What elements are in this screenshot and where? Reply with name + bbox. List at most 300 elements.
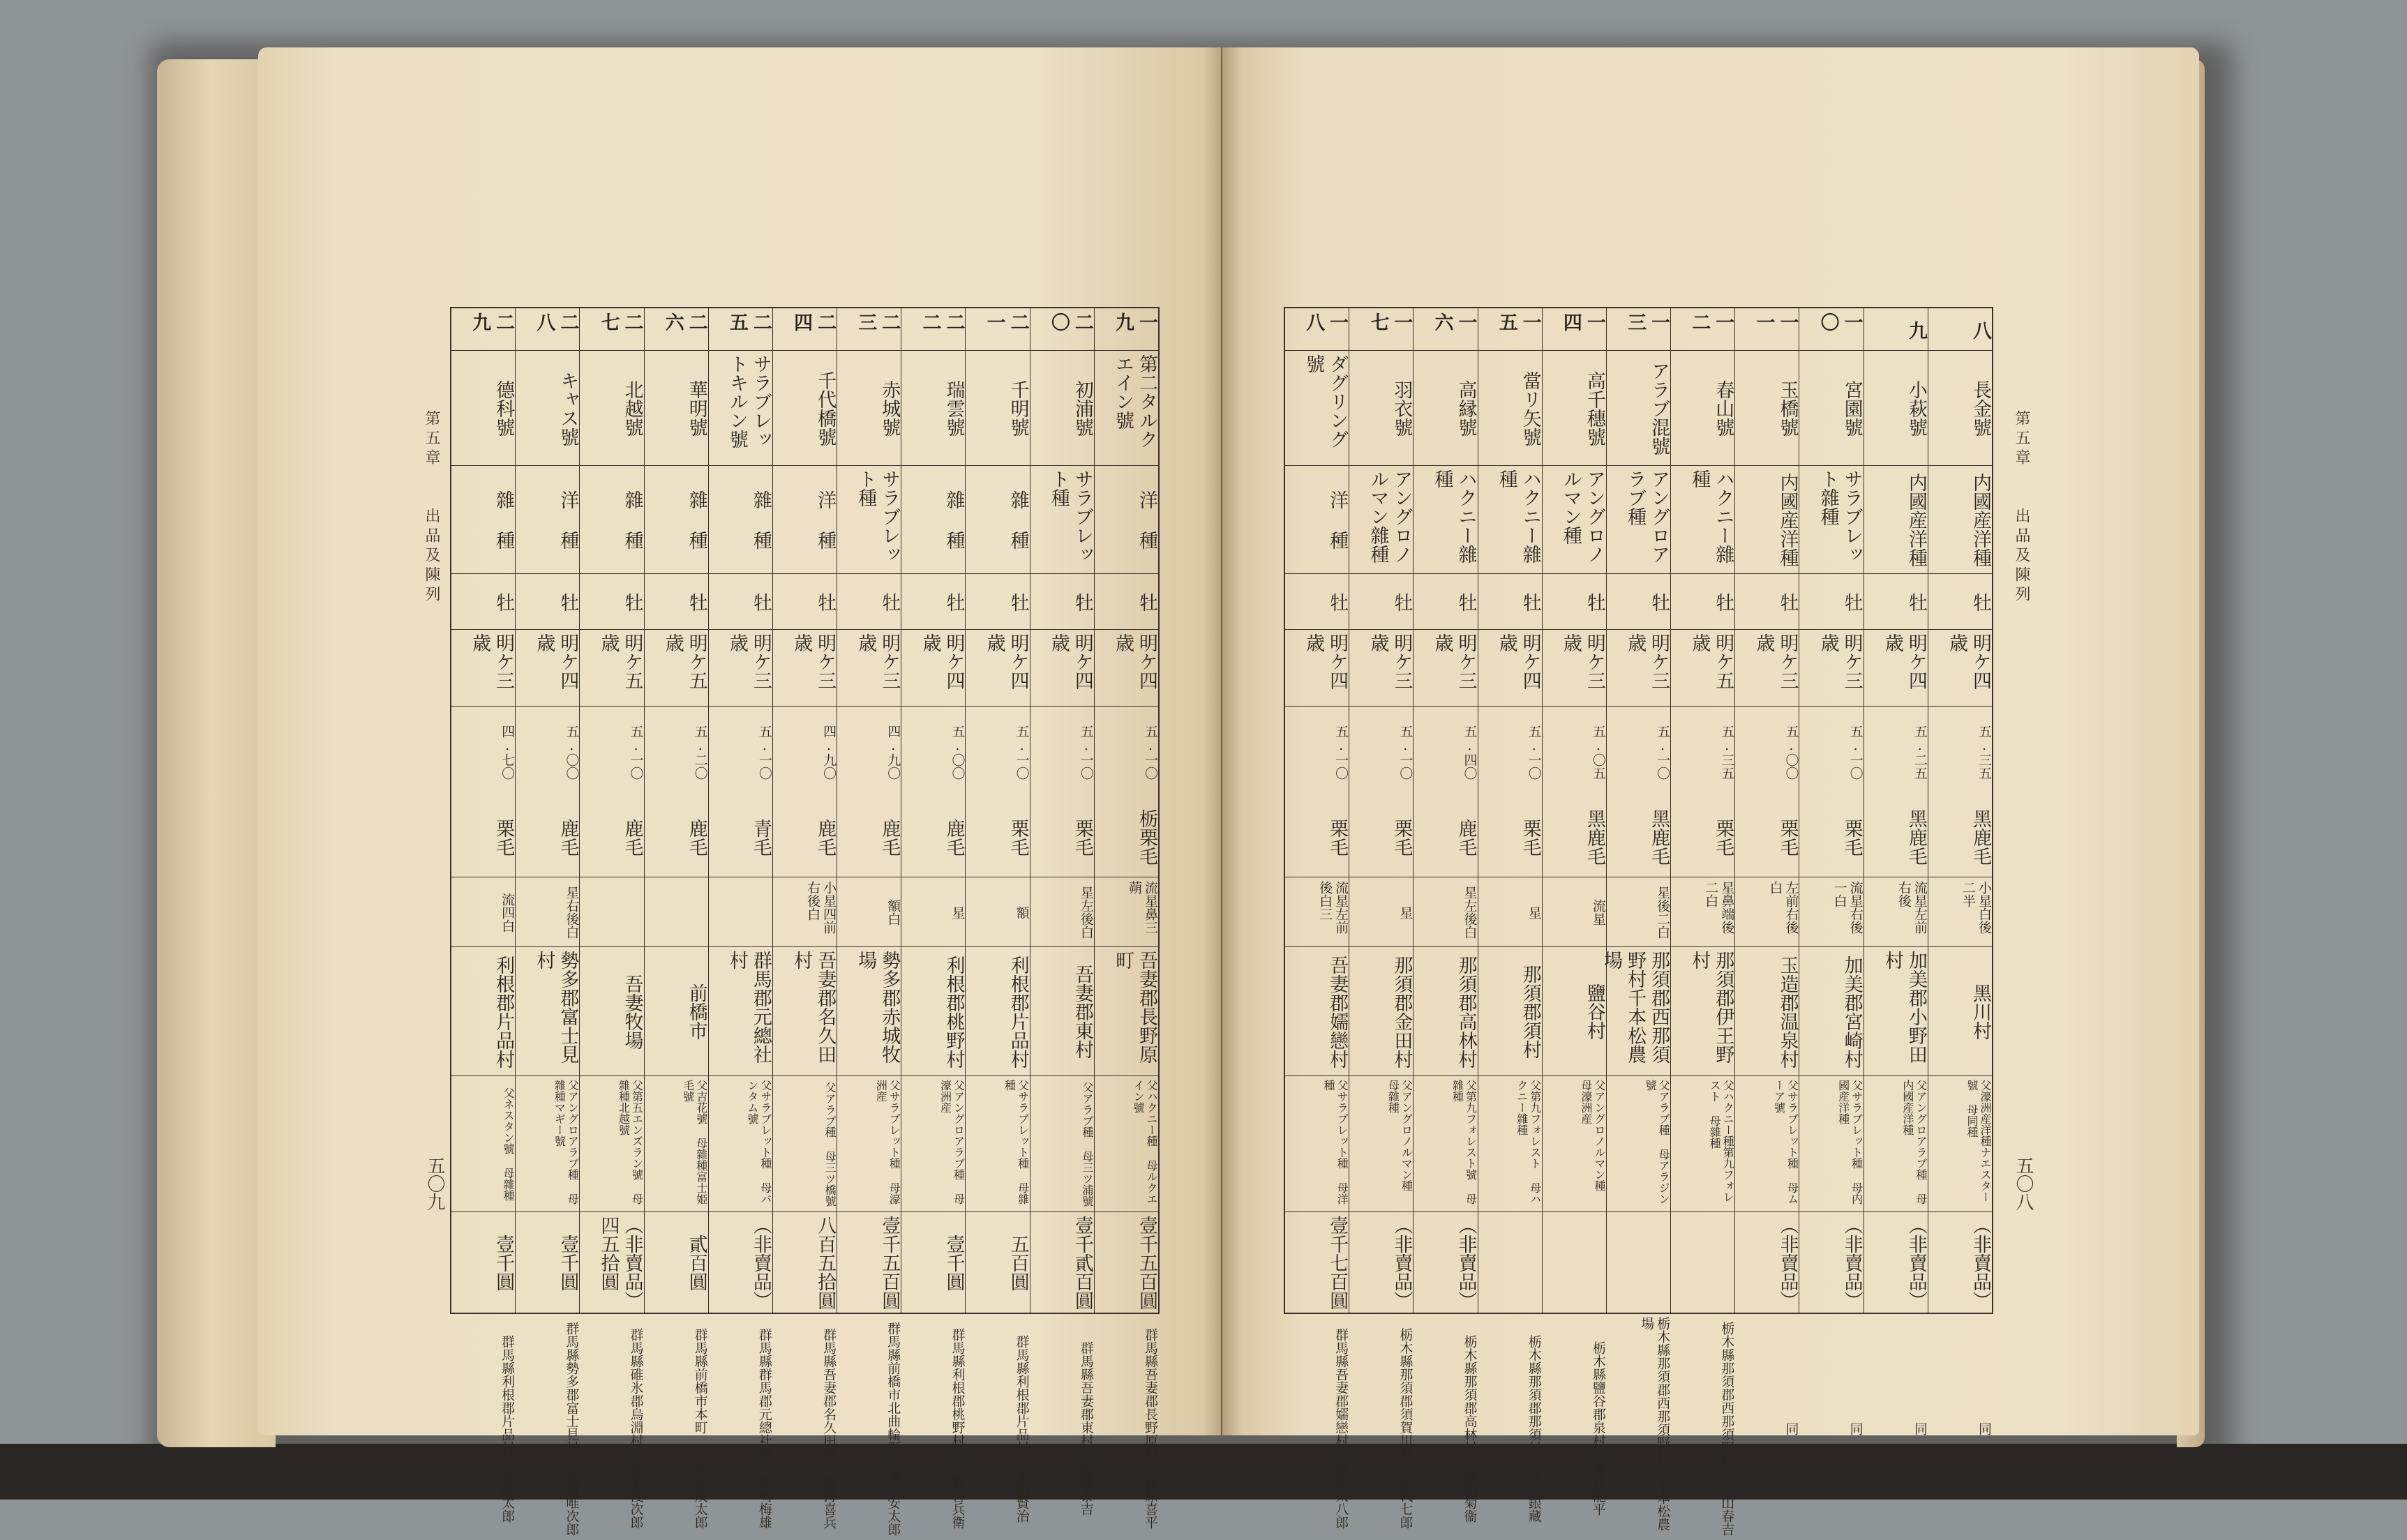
cell-num: 一九 <box>1112 312 1157 331</box>
table-column-entry <box>1670 308 1735 1536</box>
cell-age: 明ケ五歳 <box>661 633 707 690</box>
table-column-entry <box>1094 308 1158 1529</box>
cell-breed: アングロアラブ種 <box>1624 469 1670 564</box>
cell-age: 明ケ四歳 <box>1495 633 1541 690</box>
cell-num: 一三 <box>1624 312 1670 331</box>
cell-owner: 鹽谷村 <box>1583 983 1605 1040</box>
table-rule <box>1478 465 1542 466</box>
table-rule <box>1095 350 1158 351</box>
cell-owner: 吾妻郡名久田村 <box>790 951 837 1064</box>
cell-age: 明ケ四歳 <box>533 633 579 690</box>
cell-marks: 星左後白 <box>1078 886 1094 939</box>
cell-parents: 父サラブレット種 母洋種 <box>1322 1080 1349 1205</box>
cell-price: 五百圓 <box>1007 1235 1029 1291</box>
table-rule <box>1928 946 1992 947</box>
cell-marks: 流星左前右後 <box>1896 881 1928 934</box>
cell-price: （非賣品） <box>1905 1216 1927 1310</box>
cell-parents: 父濠洲産洋種ナエスター號 母同種 <box>1965 1080 1992 1202</box>
table-rule <box>1864 1075 1928 1076</box>
cell-parents: 父サラブレット種 母バンタム號 <box>745 1080 772 1205</box>
cell-age: 明ケ三歳 <box>1753 633 1799 690</box>
table-rule <box>645 946 708 947</box>
table-column-entry <box>515 308 580 1536</box>
cell-num: 二九 <box>469 312 515 331</box>
cell-price: （非賣品） <box>1970 1216 1991 1310</box>
table-column-entry <box>901 308 966 1529</box>
cell-name: 第二タルクエイン號 <box>1112 354 1157 448</box>
cell-height: 五.三五 <box>1719 724 1735 780</box>
cell-num: 一八 <box>1303 312 1349 331</box>
table-rule <box>645 1211 708 1212</box>
cell-height: 五.〇五 <box>1590 724 1606 780</box>
cell-breed: 雜 種 <box>621 490 643 550</box>
table-column-entry <box>1349 308 1414 1529</box>
table-rule <box>1414 465 1477 466</box>
cell-color: 黑鹿毛 <box>1905 809 1927 866</box>
cell-color: 栗毛 <box>1519 818 1541 856</box>
cell-name: 長金號 <box>1970 380 1991 437</box>
table-rule <box>1543 1075 1606 1076</box>
cell-parents: 父アラブ種 母三ツ浦號 <box>1080 1082 1094 1207</box>
cell-address: 栃木縣鹽谷郡泉村 鹽谷龍平 <box>1590 1341 1606 1516</box>
table-rule <box>1607 1075 1670 1076</box>
cell-address: 群馬縣利根郡桃野村 小野善兵衛 <box>950 1328 966 1529</box>
table-rule <box>1478 573 1542 574</box>
cell-age: 明ケ四歳 <box>1047 633 1093 690</box>
table-rule <box>1030 573 1094 574</box>
cell-age: 明ケ三歳 <box>1367 633 1413 690</box>
cell-owner: 利根郡片品村 <box>493 955 515 1069</box>
table-column-entry <box>1928 308 1992 1435</box>
cell-address: 群馬縣前橋市北曲輪町 關口安太郎 <box>885 1321 901 1536</box>
cell-num: 二七 <box>597 312 643 331</box>
cell-age: 明ケ三歳 <box>726 633 772 690</box>
cell-marks: 額 <box>1014 905 1030 919</box>
cell-height: 五.一〇 <box>1526 724 1542 780</box>
cell-marks: 小星白後二半 <box>1960 881 1992 934</box>
cell-parents: 父ハクニー種 母ルクエイン號 <box>1132 1080 1158 1205</box>
cell-owner: 黑川村 <box>1970 983 1991 1040</box>
cell-marks: 左前右後白 <box>1767 881 1799 934</box>
table-rule <box>1095 629 1158 630</box>
cell-owner: 勢多郡富士見村 <box>533 951 579 1064</box>
table-rule <box>1543 350 1606 351</box>
table-rule <box>1799 629 1863 630</box>
table-rule <box>709 573 772 574</box>
table-rule <box>1607 1211 1670 1212</box>
table-rule <box>1349 1211 1413 1212</box>
table-rule <box>901 350 965 351</box>
table-rule <box>1030 629 1094 630</box>
cell-address: 同 <box>1783 1421 1799 1435</box>
cell-price: （非賣品） <box>749 1216 772 1310</box>
cell-sex: 牡 <box>943 592 965 612</box>
table-rule <box>516 1075 579 1076</box>
table-rule <box>1349 350 1413 351</box>
table-rule <box>516 946 579 947</box>
cell-color: 栗毛 <box>1840 818 1863 856</box>
left-horse-table <box>450 307 1160 1536</box>
left-header-title: 出品及陳列 <box>423 508 440 605</box>
table-rule <box>1799 946 1863 947</box>
cell-parents: 父第九フォレスト 母ハクニー雜種 <box>1515 1080 1542 1205</box>
table-rule <box>1349 629 1413 630</box>
table-rule <box>516 629 579 630</box>
table-rule <box>1735 706 1799 707</box>
cell-marks: 星鼻端後二白 <box>1703 881 1735 934</box>
table-rule <box>1543 706 1606 707</box>
cell-name: 宮園號 <box>1840 380 1863 437</box>
table-rule <box>966 946 1029 947</box>
table-rule <box>1607 465 1670 466</box>
cell-parents: 父第五エンズラン號 母雜種北越號 <box>617 1080 644 1205</box>
cell-address: 群馬縣碓氷郡烏淵村 鈴木淺次郎 <box>628 1328 644 1529</box>
cell-owner: 那須郡金田村 <box>1390 955 1413 1069</box>
table-rule <box>773 350 837 351</box>
cell-sex: 牡 <box>557 592 579 612</box>
table-rule <box>516 350 579 351</box>
cell-marks: 星 <box>1397 905 1414 919</box>
cell-num: 二二 <box>919 312 965 331</box>
table-rule <box>1735 465 1799 466</box>
table-rule <box>645 1075 708 1076</box>
cell-sex: 牡 <box>1905 592 1927 612</box>
cell-name: 春山號 <box>1712 380 1734 437</box>
cell-color: 栗毛 <box>1776 818 1799 856</box>
cell-sex: 牡 <box>1712 592 1734 612</box>
cell-num: 一四 <box>1559 312 1605 331</box>
cell-breed: サラブレット雜種 <box>1817 469 1863 564</box>
cell-sex: 牡 <box>1519 592 1541 612</box>
table-rule <box>451 706 515 707</box>
table-rule <box>709 1211 772 1212</box>
table-rule <box>1414 946 1477 947</box>
cell-marks <box>709 881 772 944</box>
cell-name: 當リ矢號 <box>1519 370 1541 446</box>
cell-marks: 星右後白 <box>564 886 580 939</box>
left-header-chapter: 第五章 <box>423 410 440 469</box>
cell-marks: 流星 <box>1590 899 1606 926</box>
cell-height: 五.一〇 <box>1014 724 1030 780</box>
table-rule <box>1414 629 1477 630</box>
table-rule <box>451 1075 515 1076</box>
table-rule <box>1864 1211 1928 1212</box>
cell-height: 五.〇〇 <box>564 724 580 780</box>
cell-address: 群馬縣勢多郡富士見村 坂田唯次郎 <box>564 1321 580 1536</box>
cell-price: （非賣品） <box>1840 1216 1863 1310</box>
cell-marks: 星 <box>950 905 966 919</box>
cell-sex: 牡 <box>1970 592 1991 612</box>
cell-parents: 父サラブレット種 母濠洲産 <box>874 1080 901 1205</box>
cell-sex: 牡 <box>621 592 643 612</box>
cell-height: 五.一〇 <box>1655 724 1671 780</box>
cell-height: 五.一〇 <box>1078 724 1094 780</box>
table-rule <box>1671 1211 1734 1212</box>
cell-owner: 玉造郡温泉村 <box>1776 955 1799 1069</box>
table-rule <box>1285 350 1349 351</box>
table-rule <box>901 1075 965 1076</box>
cell-name: 小萩號 <box>1905 380 1927 437</box>
cell-num: 一〇 <box>1817 312 1863 331</box>
cell-owner: 勢多郡赤城牧場 <box>855 951 901 1064</box>
table-rule <box>580 706 643 707</box>
cell-breed: サラブレット種 <box>855 469 901 564</box>
cell-color: 栗毛 <box>493 818 515 856</box>
cell-height: 五.〇〇 <box>950 724 966 780</box>
table-rule <box>1799 350 1863 351</box>
right-page <box>1222 47 2199 1536</box>
cell-parents: 父アングロアラブ種 母雜種マギー號 <box>553 1080 580 1205</box>
cell-breed: ハクニー雜種 <box>1495 469 1541 564</box>
cell-height: 五.二五 <box>1912 724 1928 780</box>
table-rule <box>1607 350 1670 351</box>
table-rule <box>1543 629 1606 630</box>
table-rule <box>773 629 837 630</box>
cell-num: 九 <box>1905 320 1927 340</box>
cell-address: 栃木縣那須郡須賀川村 屋代七郎 <box>1397 1328 1414 1529</box>
cell-marks <box>645 881 708 944</box>
cell-address: 群馬縣吾妻郡名久田村 劒持喜兵 <box>821 1328 837 1529</box>
table-column-entry <box>579 308 644 1529</box>
table-rule <box>580 1211 643 1212</box>
right-header-chapter: 第五章 <box>2013 410 2030 469</box>
cell-parents: 父ハクニー種第九フォレスト 母雜種 <box>1708 1080 1735 1202</box>
cell-age: 明ケ三歳 <box>790 633 837 690</box>
cell-num: 二四 <box>790 312 837 331</box>
cell-color: 鹿毛 <box>943 818 965 856</box>
cell-color: 黑鹿毛 <box>1648 809 1670 866</box>
table-rule <box>1864 350 1928 351</box>
table-rule <box>451 629 515 630</box>
cell-marks: 星 <box>1526 905 1542 919</box>
table-rule <box>1607 946 1670 947</box>
cell-num: 二五 <box>726 312 772 331</box>
table-rule <box>1349 465 1413 466</box>
cell-name: 北越號 <box>621 380 643 437</box>
table-rule <box>451 946 515 947</box>
cell-owner: 那須郡須村 <box>1519 965 1541 1059</box>
cell-age: 明ケ五歳 <box>597 633 643 690</box>
cell-name: 德科號 <box>493 380 515 437</box>
cell-name: 羽衣號 <box>1390 380 1413 437</box>
table-rule <box>1285 465 1349 466</box>
cell-sex: 牡 <box>1390 592 1413 612</box>
table-rule <box>966 1075 1029 1076</box>
table-rule <box>1349 573 1413 574</box>
cell-parents: 父サラブレット種 母ムーア號 <box>1772 1080 1799 1205</box>
table-rule <box>1671 706 1734 707</box>
cell-height: 五.一〇 <box>1143 724 1158 780</box>
table-rule <box>1671 465 1734 466</box>
cell-address: 同 <box>1847 1421 1864 1435</box>
cell-breed: 雜 種 <box>943 490 965 550</box>
cell-price <box>1607 1216 1670 1310</box>
table-rule <box>773 465 837 466</box>
cell-price: 貳百圓 <box>685 1235 707 1291</box>
cell-name: アラブ混號 <box>1648 361 1670 455</box>
right-page-number: 五〇八 <box>2013 1156 2034 1211</box>
cell-name: 赤城號 <box>878 380 901 437</box>
table-rule <box>1735 350 1799 351</box>
cell-color: 栗毛 <box>1712 818 1734 856</box>
table-rule <box>1799 465 1863 466</box>
cell-num: 一一 <box>1753 312 1799 331</box>
table-rule <box>1478 629 1542 630</box>
cell-height: 五.一〇 <box>1847 724 1864 780</box>
cell-name: キャス號 <box>557 370 579 446</box>
table-rule <box>451 1211 515 1212</box>
table-rule <box>966 573 1029 574</box>
table-rule <box>645 573 708 574</box>
cell-num: 八 <box>1970 320 1991 340</box>
cell-sex: 牡 <box>878 592 901 612</box>
cell-age: 明ケ四歳 <box>1881 633 1927 690</box>
cell-color: 栗毛 <box>1326 818 1349 856</box>
cell-age: 明ケ四歳 <box>1946 633 1991 690</box>
cell-breed: 雜 種 <box>749 490 772 550</box>
table-rule <box>1285 629 1349 630</box>
table-rule <box>1928 350 1992 351</box>
cell-age: 明ケ三歳 <box>1559 633 1605 690</box>
cell-sex: 牡 <box>1840 592 1863 612</box>
cell-color: 栗毛 <box>1007 818 1029 856</box>
table-rule <box>1349 946 1413 947</box>
table-rule <box>451 465 515 466</box>
cell-color: 栗毛 <box>1390 818 1413 856</box>
table-column-entry <box>1864 308 1928 1435</box>
cell-breed: 洋 種 <box>557 490 579 550</box>
table-rule <box>1285 573 1349 574</box>
cell-parents: 父サラブレット種 母内國産洋種 <box>1836 1080 1864 1205</box>
cell-name: 千明號 <box>1007 380 1029 437</box>
cell-age: 明ケ三歳 <box>1624 633 1670 690</box>
table-rule <box>1864 946 1928 947</box>
table-rule <box>1607 706 1670 707</box>
table-rule <box>451 573 515 574</box>
cell-price <box>1478 1216 1542 1310</box>
cell-parents: 父第九フォレスト號 母雜種 <box>1450 1080 1478 1205</box>
right-header-title: 出品及陳列 <box>2013 508 2030 605</box>
table-rule <box>580 629 643 630</box>
cell-breed: アングロノルマン雜種 <box>1367 469 1413 564</box>
cell-num: 二八 <box>533 312 579 331</box>
cell-address: 栃木縣那須郡西那須野村 千本松農場 <box>1639 1317 1671 1531</box>
cell-marks: 小星四前右後白 <box>805 881 837 934</box>
table-rule <box>645 350 708 351</box>
table-rule <box>1799 1211 1863 1212</box>
cell-age: 明ケ四歳 <box>1112 633 1157 690</box>
cell-height: 四.九〇 <box>821 724 837 780</box>
cell-price: （非賣品） <box>1455 1216 1477 1310</box>
cell-breed: 内國産洋種 <box>1905 473 1927 567</box>
table-rule <box>901 465 965 466</box>
cell-address: 群馬縣前橋市本町 大久保茂太郎 <box>692 1328 708 1529</box>
table-rule <box>901 706 965 707</box>
cell-age: 明ケ四歳 <box>983 633 1029 690</box>
table-column-entry <box>644 308 708 1529</box>
cell-address: 群馬縣吾妻郡長野原町 萩原喜平 <box>1143 1328 1158 1529</box>
cell-owner: 吾妻牧場 <box>621 974 643 1050</box>
table-column-entry <box>1799 308 1864 1435</box>
cell-breed: 内國産洋種 <box>1970 473 1991 567</box>
cell-parents: 父アラブ種 母アラジン號 <box>1644 1080 1671 1205</box>
table-rule <box>1030 706 1094 707</box>
cell-breed: 洋 種 <box>1326 490 1349 550</box>
cell-sex: 牡 <box>1136 592 1157 612</box>
cell-age: 明ケ四歳 <box>919 633 965 690</box>
cell-price: 壹千七百圓 <box>1326 1216 1349 1310</box>
cell-sex: 牡 <box>1071 592 1093 612</box>
table-rule <box>1030 465 1094 466</box>
table-rule <box>1928 1075 1992 1076</box>
table-rule <box>837 1075 901 1076</box>
table-rule <box>837 465 901 466</box>
table-column-entry <box>708 308 772 1529</box>
table-rule <box>516 465 579 466</box>
table-rule <box>1607 573 1670 574</box>
table-rule <box>516 573 579 574</box>
table-rule <box>1095 1211 1158 1212</box>
table-rule <box>837 350 901 351</box>
cell-breed: 洋 種 <box>814 490 837 550</box>
cell-num: 一七 <box>1367 312 1413 331</box>
cell-sex: 牡 <box>1776 592 1799 612</box>
table-column-entry <box>1030 308 1094 1516</box>
cell-age: 明ケ三歳 <box>855 633 901 690</box>
right-horse-table <box>1284 307 1993 1536</box>
cell-color: 栗毛 <box>1071 818 1093 856</box>
table-rule <box>837 629 901 630</box>
table-rule <box>1735 1211 1799 1212</box>
table-rule <box>1735 629 1799 630</box>
cell-num: 二六 <box>661 312 707 331</box>
table-rule <box>1478 1075 1542 1076</box>
cell-name: 玉橋號 <box>1776 380 1799 437</box>
cell-age: 明ケ三歳 <box>1431 633 1477 690</box>
table-rule <box>966 629 1029 630</box>
cell-price: 壹千五百圓 <box>878 1216 901 1310</box>
table-rule <box>837 706 901 707</box>
cell-parents: 父アングロアラブ種 母濠洲産 <box>938 1080 966 1205</box>
table-rule <box>1671 573 1734 574</box>
cell-height: 四.七〇 <box>500 724 516 780</box>
table-rule <box>1478 706 1542 707</box>
table-rule <box>1095 946 1158 947</box>
cell-name: 華明號 <box>685 380 707 437</box>
cell-price <box>1543 1216 1606 1310</box>
table-rule <box>516 1211 579 1212</box>
cell-marks: 星後二白 <box>1655 886 1671 939</box>
cell-color: 鹿毛 <box>557 818 579 856</box>
left-page-number: 五〇九 <box>424 1156 445 1211</box>
cell-name: 千代橋號 <box>814 370 837 446</box>
table-rule <box>773 946 837 947</box>
table-rule <box>773 1211 837 1212</box>
table-rule <box>1095 573 1158 574</box>
cell-address: 栃木縣那須郡高林村 藤田菊衞 <box>1462 1334 1478 1523</box>
cell-sex: 牡 <box>685 592 707 612</box>
table-rule <box>1607 629 1670 630</box>
table-surface <box>0 1444 2407 1500</box>
cell-name: 高千穗號 <box>1583 370 1605 446</box>
table-column-entry <box>837 308 901 1536</box>
table-rule <box>1543 573 1606 574</box>
cell-parents: 父アングロアラブ種 母内國産洋種 <box>1900 1080 1928 1205</box>
cell-owner: 加美郡小野田村 <box>1881 951 1927 1064</box>
cell-color: 鹿毛 <box>685 818 707 856</box>
cell-parents: 父ネスタン號 母雜種 <box>502 1087 516 1201</box>
cell-price: 壹千五百圓 <box>1136 1216 1157 1310</box>
